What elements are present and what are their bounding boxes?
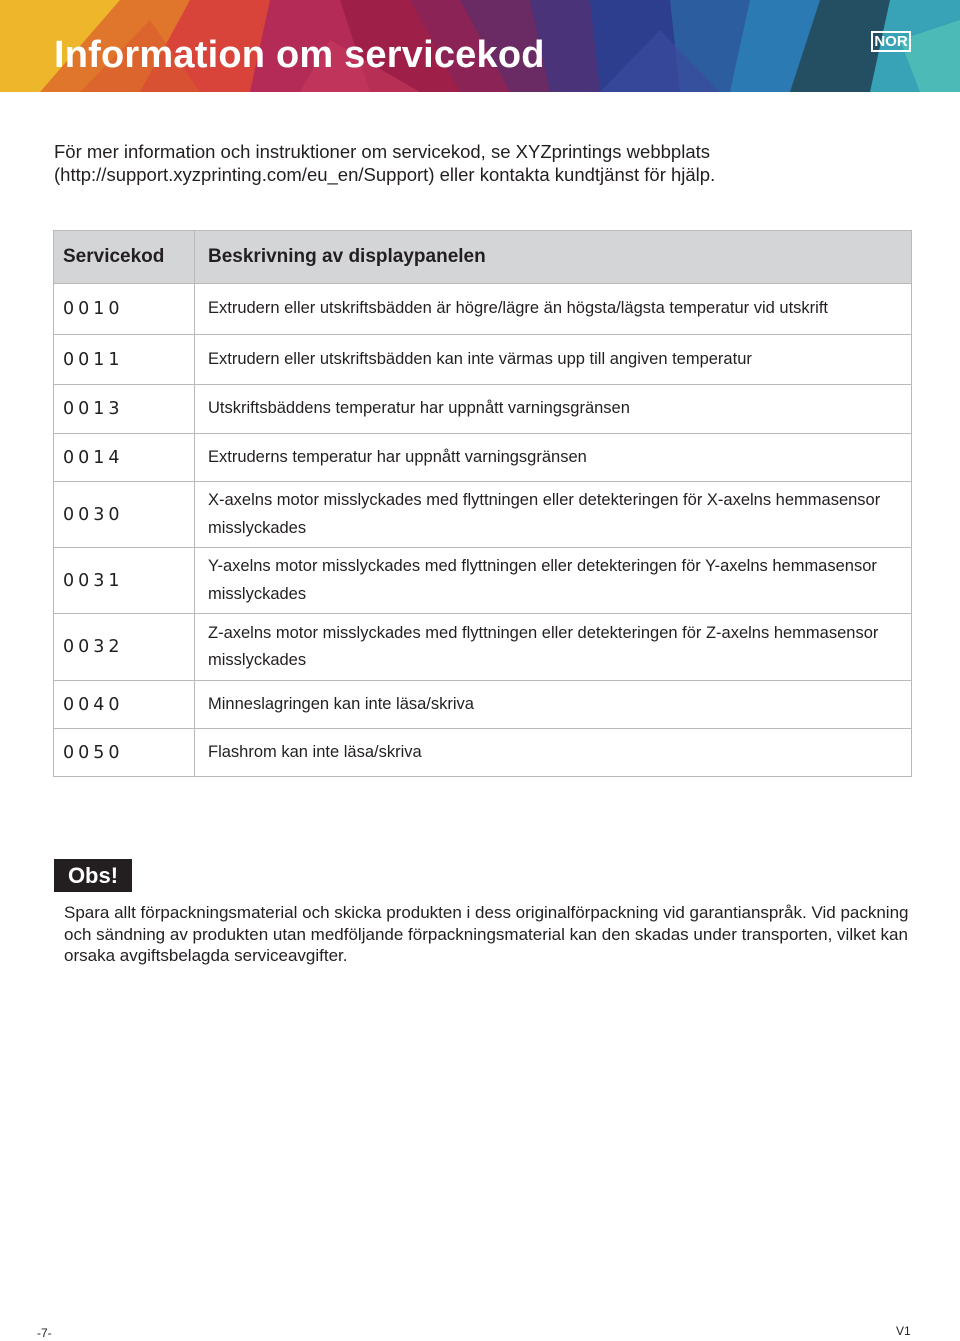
table-row bbox=[54, 434, 912, 482]
code-description: Y-axelns motor misslyckades med flyttningen eller detekteringen för Y-axelns hemmasensor misslyckades bbox=[195, 548, 912, 614]
code-description: Flashrom kan inte läsa/skriva bbox=[195, 729, 912, 777]
column-header-code: Servicekod bbox=[54, 231, 195, 284]
table-row bbox=[54, 548, 912, 614]
service-code: 0031 bbox=[54, 548, 195, 614]
code-description: Z-axelns motor misslyckades med flyttningen eller detekteringen för Z-axelns hemmasensor misslyckades bbox=[195, 614, 912, 681]
column-header-description: Beskrivning av displaypanelen bbox=[195, 231, 912, 284]
code-description: Extruderns temperatur har uppnått varningsgränsen bbox=[195, 434, 912, 482]
note-text: Spara allt förpackningsmaterial och skicka produkten i dess originalförpackning vid garantianspråk. Vid packning och sändning av produkten utan medföljande förpackningsmaterial kan den skadas under transporten, vilket kan orsaka avgiftsbelagda serviceavgifter. bbox=[64, 903, 909, 965]
table-row bbox=[54, 482, 912, 548]
service-code: 0030 bbox=[54, 482, 195, 548]
page-title: Information om servicekod bbox=[54, 34, 545, 76]
code-description: X-axelns motor misslyckades med flyttningen eller detekteringen för X-axelns hemmasensor misslyckades bbox=[195, 482, 912, 548]
intro-paragraph: För mer information och instruktioner om servicekod, se XYZprintings webbplats (http://support.xyzprinting.com/eu_en/Support) eller kontakta kundtjänst för hjälp. bbox=[54, 141, 716, 185]
service-code: 0011 bbox=[54, 335, 195, 385]
table-row bbox=[54, 284, 912, 335]
language-badge: NOR bbox=[871, 31, 911, 52]
table-row bbox=[54, 614, 912, 681]
service-code: 0050 bbox=[54, 729, 195, 777]
header-banner bbox=[0, 0, 960, 92]
table-header-row bbox=[54, 231, 912, 284]
service-code: 0014 bbox=[54, 434, 195, 482]
code-description: Extrudern eller utskriftsbädden är högre/lägre än högsta/lägsta temperatur vid utskrift bbox=[195, 284, 912, 335]
table-row bbox=[54, 729, 912, 777]
table-row bbox=[54, 335, 912, 385]
service-code: 0013 bbox=[54, 385, 195, 434]
table-row bbox=[54, 385, 912, 434]
code-description: Utskriftsbäddens temperatur har uppnått varningsgränsen bbox=[195, 385, 912, 434]
service-code: 0032 bbox=[54, 614, 195, 681]
service-code: 0010 bbox=[54, 284, 195, 335]
note-label: Obs! bbox=[54, 859, 132, 892]
service-code: 0040 bbox=[54, 681, 195, 729]
code-description: Extrudern eller utskriftsbädden kan inte värmas upp till angiven temperatur bbox=[195, 335, 912, 385]
page-number: -7- bbox=[37, 1326, 52, 1340]
table-row bbox=[54, 681, 912, 729]
service-code-table bbox=[53, 230, 912, 777]
code-description: Minneslagringen kan inte läsa/skriva bbox=[195, 681, 912, 729]
version-label: V1 bbox=[896, 1324, 911, 1338]
